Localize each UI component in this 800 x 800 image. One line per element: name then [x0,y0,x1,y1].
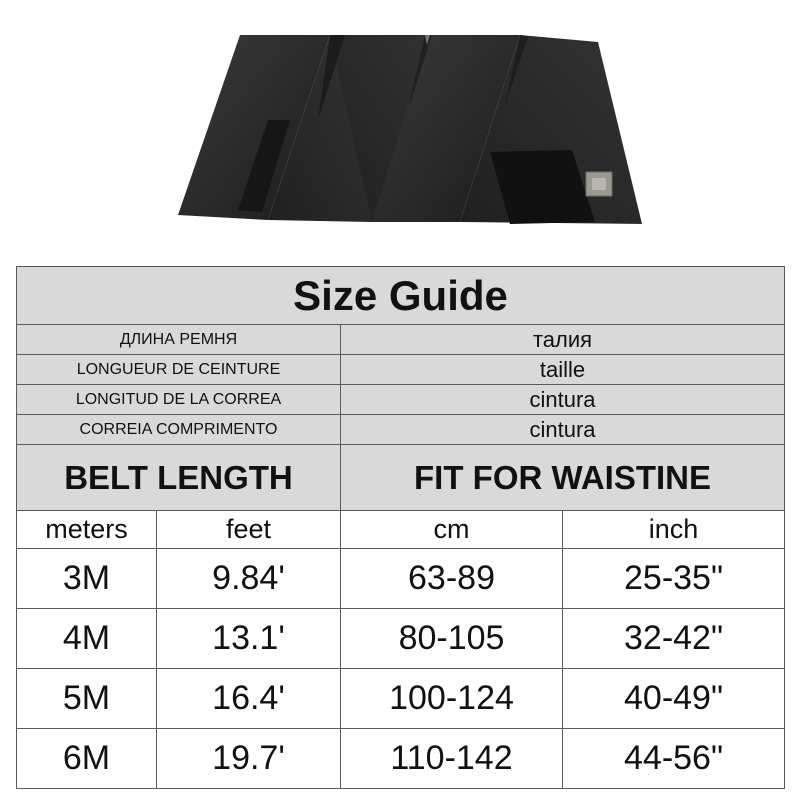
table-row [17,669,785,729]
cell-feet: 19.7' [157,729,341,789]
cell-meters: 6M [17,729,157,789]
cell-cm: 63-89 [341,549,563,609]
cell-inch: 25-35" [563,549,785,609]
waist-translation: cintura [341,385,785,415]
cell-meters: 3M [17,549,157,609]
waist-translation: taille [341,355,785,385]
unit-meters: meters [17,511,157,549]
title-row [17,267,785,325]
cell-cm: 80-105 [341,609,563,669]
size-guide-table [16,266,785,789]
unit-header-row [17,511,785,549]
cell-cm: 100-124 [341,669,563,729]
cell-feet: 9.84' [157,549,341,609]
unit-cm: cm [341,511,563,549]
belt-length-header: BELT LENGTH [17,445,341,511]
table-row [17,609,785,669]
waist-translation: талия [341,325,785,355]
table-row [17,729,785,789]
cell-meters: 5M [17,669,157,729]
size-guide-title: Size Guide [17,267,785,325]
cell-meters: 4M [17,609,157,669]
cell-inch: 40-49" [563,669,785,729]
cell-feet: 16.4' [157,669,341,729]
column-group-header-row [17,445,785,511]
cell-feet: 13.1' [157,609,341,669]
belt-length-translation: ДЛИНА РЕМНЯ [17,325,341,355]
belt-length-translation: LONGITUD DE LA CORREA [17,385,341,415]
waist-translation: cintura [341,415,785,445]
unit-inch: inch [563,511,785,549]
belt-length-translation: CORREIA COMPRIMENTO [17,415,341,445]
fit-for-waist-header: FIT FOR WAISTINE [341,445,785,511]
product-image-waist-belt [0,0,800,260]
cell-inch: 44-56" [563,729,785,789]
belt-length-translation: LONGUEUR DE CEINTURE [17,355,341,385]
translation-row [17,325,785,355]
translation-row [17,355,785,385]
cell-inch: 32-42" [563,609,785,669]
unit-feet: feet [157,511,341,549]
translation-row [17,415,785,445]
cell-cm: 110-142 [341,729,563,789]
table-row [17,549,785,609]
translation-row [17,385,785,415]
